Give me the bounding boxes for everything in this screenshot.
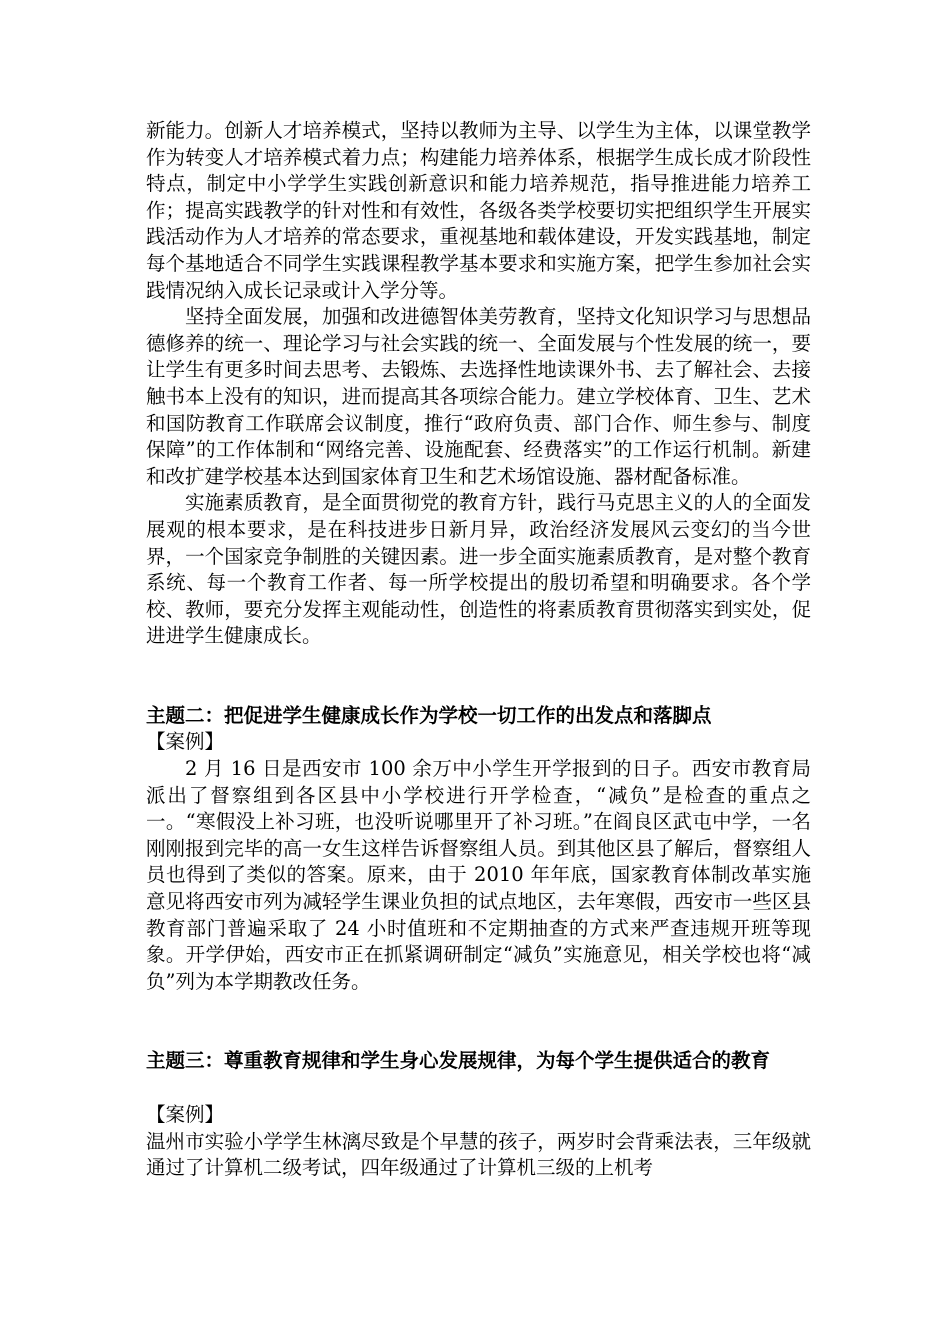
document-page	[146, 118, 811, 1182]
spacer	[146, 1075, 811, 1102]
section-heading-2: 主题二：把促进学生健康成长作为学校一切工作的出发点和落脚点	[146, 703, 712, 727]
case-paragraph-3: 温州市实验小学学生林漓尽致是个早慧的孩子，两岁时会背乘法表，三年级就通过了计算机二级考试，四年级通过了计算机三级的上机考	[146, 1129, 811, 1180]
paragraph-2: 坚持全面发展，加强和改进德智体美劳教育，坚持文化知识学习与思想品德修养的统一、理论学习与社会实践的统一、全面发展与个性发展的统一，要让学生有更多时间去思考、去锻炼、去选择性地读课外书、去了解社会、去接触书本上没有的知识，进而提高其各项综合能力。建立学校体育、卫生、艺术和国防教育工作联席会议制度，推行“政府负责、部门合作、师生参与、制度保障”的工作体制和“网络完善、设施配套、经费落实”的工作运行机制。新建和改扩建学校基本达到国家体育卫生和艺术场馆设施、器材配备标准。	[146, 305, 811, 488]
case-paragraph-2: 2 月 16 日是西安市 100 余万中小学生开学报到的日子。西安市教育局派出了督察组到各区县中小学校进行开学检查，“减负”是检查的重点之一。“寒假没上补习班，也没听说哪里开了补习班。”在阎良区武屯中学，一名刚刚报到完毕的高一女生这样告诉督察组人员。到其他区县了解后，督察组人员也得到了类似的答案。原来，由于 2010 年年底，国家教育体制改革实施意见将西安市列为减轻学生课业负担的试点地区，去年寒假，西安市一些区县教育部门普遍采取了 24 小时值班和不定期抽查的方式来严查违规开班等现象。开学伊始，西安市正在抓紧调研制定“减负”实施意见，相关学校也将“减负”列为本学期教改任务。	[146, 757, 811, 993]
paragraph-1: 新能力。创新人才培养模式，坚持以教师为主导、以学生为主体，以课堂教学作为转变人才培养模式着力点；构建能力培养体系，根据学生成长成才阶段性特点，制定中小学学生实践创新意识和能力培养规范，指导推进能力培养工作；提高实践教学的针对性和有效性，各级各类学校要切实把组织学生开展实践活动作为人才培养的常态要求，重视基地和载体建设，开发实践基地，制定每个基地适合不同学生实践课程教学基本要求和实施方案，把学生参加社会实践情况纳入成长记录或计入学分等。	[146, 119, 811, 302]
paragraph-3: 实施素质教育，是全面贯彻党的教育方针，践行马克思主义的人的全面发展观的根本要求，是在科技进步日新月异，政治经济发展风云变幻的当今世界，一个国家竞争制胜的关键因素。进一步全面实施素质教育，是对整个教育系统、每一个教育工作者、每一所学校提出的殷切希望和明确要求。各个学校、教师，要充分发挥主观能动性，创造性的将素质教育贯彻落实到实处，促进进学生健康成长。	[146, 491, 811, 648]
case-label-3: 【案例】	[146, 1103, 225, 1126]
spacer	[146, 995, 811, 1048]
case-label-2: 【案例】	[146, 730, 225, 754]
spacer	[146, 650, 811, 703]
section-heading-3: 主题三：尊重教育规律和学生身心发展规律，为每个学生提供适合的教育	[146, 1049, 771, 1073]
